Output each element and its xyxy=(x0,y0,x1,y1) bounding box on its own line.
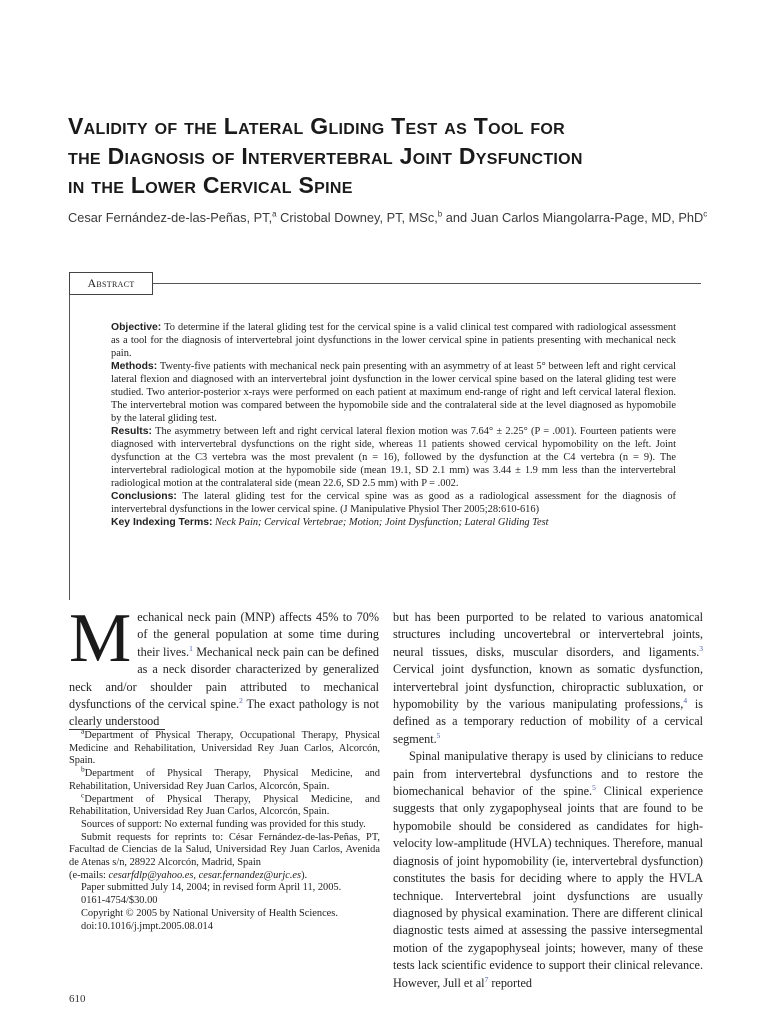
conclusions-text: The lateral gliding test for the cervical spine was as good as a radiological assessment for the diagnosis of intervertebral dysfunctions in the lower cervical spine. (J Manipulative Physiol Ther 2005;28:610-616) xyxy=(111,491,676,515)
author-2: Cristobal Downey, PT, MSc, xyxy=(276,210,438,225)
intro-text-2: Mechanical neck pain can be defined as a neck disorder characterized by generalized neck and/or shoulder pain attributed to mechanical dysfunctions of the cervical spine. xyxy=(69,644,380,712)
abstract-keywords xyxy=(111,516,676,529)
page-number: 610 xyxy=(69,993,86,1005)
author-line xyxy=(68,210,728,225)
intro-text-1: echanical neck pain (MNP) affects 45% to 70% of the general population at some time during their lives. xyxy=(137,610,379,659)
body-paragraph xyxy=(393,748,703,992)
author-3: and Juan Carlos Miangolarra-Page, MD, PhD xyxy=(442,210,704,225)
keywords-text: Neck Pain; Cervical Vertebrae; Motion; Joint Dysfunction; Lateral Gliding Test xyxy=(215,517,549,528)
email-links[interactable]: cesarfdlp@yahoo.es, cesar.fernandez@urjc.es xyxy=(108,869,302,881)
footnote-sources: Sources of support: No external funding was provided for this study. xyxy=(81,818,366,830)
emails-label: (e-mails: xyxy=(69,869,109,881)
drop-cap: M xyxy=(69,600,132,677)
author-3-affil: c xyxy=(703,209,708,219)
abstract-label-box xyxy=(69,272,153,295)
paragraph-text: Spinal manipulative therapy is used by clinicians to reduce pain from intervertebral dysfunctions and to restore the biomechanical behavior of the spine. xyxy=(393,749,703,799)
reference-link[interactable]: 2 xyxy=(239,695,243,705)
abstract-label: Abstract xyxy=(87,276,135,290)
footnote-mark: b xyxy=(81,764,85,774)
paragraph-text: but has been purported to be related to various anatomical structures including uncovertebral or intervertebral joints, neural tissues, disks, muscular disorders, and ligaments. xyxy=(393,610,703,659)
author-1-affil: a xyxy=(272,209,277,219)
title-line-2: the Diagnosis of Intervertebral Joint Dysfunction xyxy=(68,142,583,169)
objective-heading: Objective: xyxy=(111,322,162,333)
footnote-text: Department of Physical Therapy, Occupational Therapy, Physical Medicine and Rehabilitation, Universidad Rey Juan Carlos, Alcorcón, Spain. xyxy=(69,730,380,767)
conclusions-heading: Conclusions: xyxy=(111,491,177,502)
abstract-left-rule xyxy=(69,295,70,600)
footnote-text: Department of Physical Therapy, Physical Medicine, and Rehabilitation, Universidad Rey Juan Carlos, Alcorcón, Spain. xyxy=(69,768,380,792)
footnote-text: Department of Physical Therapy, Physical Medicine, and Rehabilitation, Universidad Rey Juan Carlos, Alcorcón, Spain. xyxy=(69,793,380,818)
body-column-right xyxy=(393,609,703,992)
abstract-methods xyxy=(111,360,676,425)
reference-link[interactable]: 7 xyxy=(484,974,489,984)
abstract-body xyxy=(111,321,676,529)
body-column-left xyxy=(69,600,380,731)
footnote-affiliation-a xyxy=(69,726,380,768)
article-title xyxy=(68,112,728,201)
footnote-copyright: Copyright © 2005 by National University of Health Sciences. xyxy=(81,907,338,919)
results-heading: Results: xyxy=(111,426,152,437)
abstract-objective xyxy=(111,321,676,360)
footnote-issn: 0161-4754/$30.00 xyxy=(81,895,158,907)
title-line-3: in the Lower Cervical Spine xyxy=(68,172,353,198)
abstract-conclusions xyxy=(111,490,676,516)
results-text: The asymmetry between left and right cervical lateral flexion motion was 7.64° ± 2.25° (P = .001). Fourteen patients were diagnosed with intervertebral dysfunctions on the right side, whereas 11 patients showed cervical hypomobility on the left. Joint dysfunction at the C3 vertebra was the most prevalent (n = 16), followed by the dysfunction at the C4 vertebra (n = 9). The intervertebral radiological motion at the hypomobile side (mean 19.1, SD 2.1 mm) was 3.44 ± 1.9 mm less than the intervertebral radiological motion at the contralateral side (mean 22.6, SD 2.5 mm) with P = .002. xyxy=(111,426,676,489)
reference-link[interactable]: 4 xyxy=(683,695,688,705)
footnote-doi[interactable]: doi:10.1016/j.jmpt.2005.08.014 xyxy=(81,920,213,932)
footnote-reprints: Submit requests for reprints to: César Fernández-de-las-Peñas, PT, Facultad de Ciencias de la Salud, Universidad Rey Juan Carlos, Avenida de Atenas s/n, 28922 Alcorcón, Madrid, Spain xyxy=(69,831,380,869)
emails-end: ). xyxy=(301,869,308,881)
footnotes xyxy=(69,726,380,933)
footnote-submitted: Paper submitted July 14, 2004; in revised form April 11, 2005. xyxy=(81,882,342,894)
reference-link[interactable]: 5 xyxy=(436,730,441,740)
paragraph-text: Clinical experience suggests that only zygapophyseal joints that are found to be hypomobile should be considered as candidates for high-velocity low-amplitude (HVLA) techniques. Therefore, manual diagnosis of joint hypomobility (ie, intervertebral dysfunction) constitutes the basis for deciding where to apply the HVLA technique. Intervertebral joint dysfunctions are usually diagnosed by physical examination. There are different clinical diagnostic tests aimed at assessing the passive intersegmental motion of the zygapophyseal joints; however, many of these tests lack scientific evidence to support their clinical relevance. However, Jull et al xyxy=(393,784,704,990)
author-2-affil: b xyxy=(437,209,443,219)
footnote-mark: c xyxy=(81,790,85,800)
title-line-1: Validity of the Lateral Gliding Test as Tool for xyxy=(68,113,566,139)
footnote-mark: a xyxy=(81,726,85,736)
footnote-emails xyxy=(69,870,380,883)
footnote-affiliation-b xyxy=(69,764,380,793)
reference-link[interactable]: 1 xyxy=(189,643,193,653)
methods-heading: Methods: xyxy=(111,361,158,372)
author-1: Cesar Fernández-de-las-Peñas, PT, xyxy=(68,210,273,225)
reference-link[interactable]: 3 xyxy=(699,643,703,653)
reference-link[interactable]: 5 xyxy=(592,783,596,792)
paragraph-text: reported xyxy=(488,975,532,990)
footnote-affiliation-c xyxy=(69,790,380,819)
abstract-results xyxy=(111,425,676,490)
objective-text: To determine if the lateral gliding test for the cervical spine is a valid clinical test compared with radiological assessment as a tool for the diagnosis of intervertebral joint dysfunctions in the lower cervical spine in patients presenting with mechanical neck pain. xyxy=(111,322,676,359)
keywords-heading: Key Indexing Terms: xyxy=(111,517,213,528)
body-paragraph xyxy=(393,609,703,748)
intro-text-3: The exact pathology is not clearly understood xyxy=(69,697,379,729)
paragraph-text: is defined as a temporary reduction of mobility of a cervical segment. xyxy=(393,697,703,746)
abstract-top-rule xyxy=(153,283,701,284)
paragraph-text: Cervical joint dysfunction, known as somatic dysfunction, intervertebral joint dysfunction, chiropractic subluxation, or hypomobility by the various manipulating professions, xyxy=(393,662,703,712)
methods-text: Twenty-five patients with mechanical neck pain presenting with an asymmetry of at least 5° between left and right cervical lateral flexion and diagnosed with an intervertebral joint dysfunction in the lower cervical spine based on the lateral gliding test were studied. Two anterior-posterior x-rays were performed on each patient at maximum end-range of right and left cervical lateral flexion. The intervertebral motion was compared between the hypomobile side and the contralateral side at the level diagnosed as hypomobile by the lateral gliding test. xyxy=(111,361,676,424)
